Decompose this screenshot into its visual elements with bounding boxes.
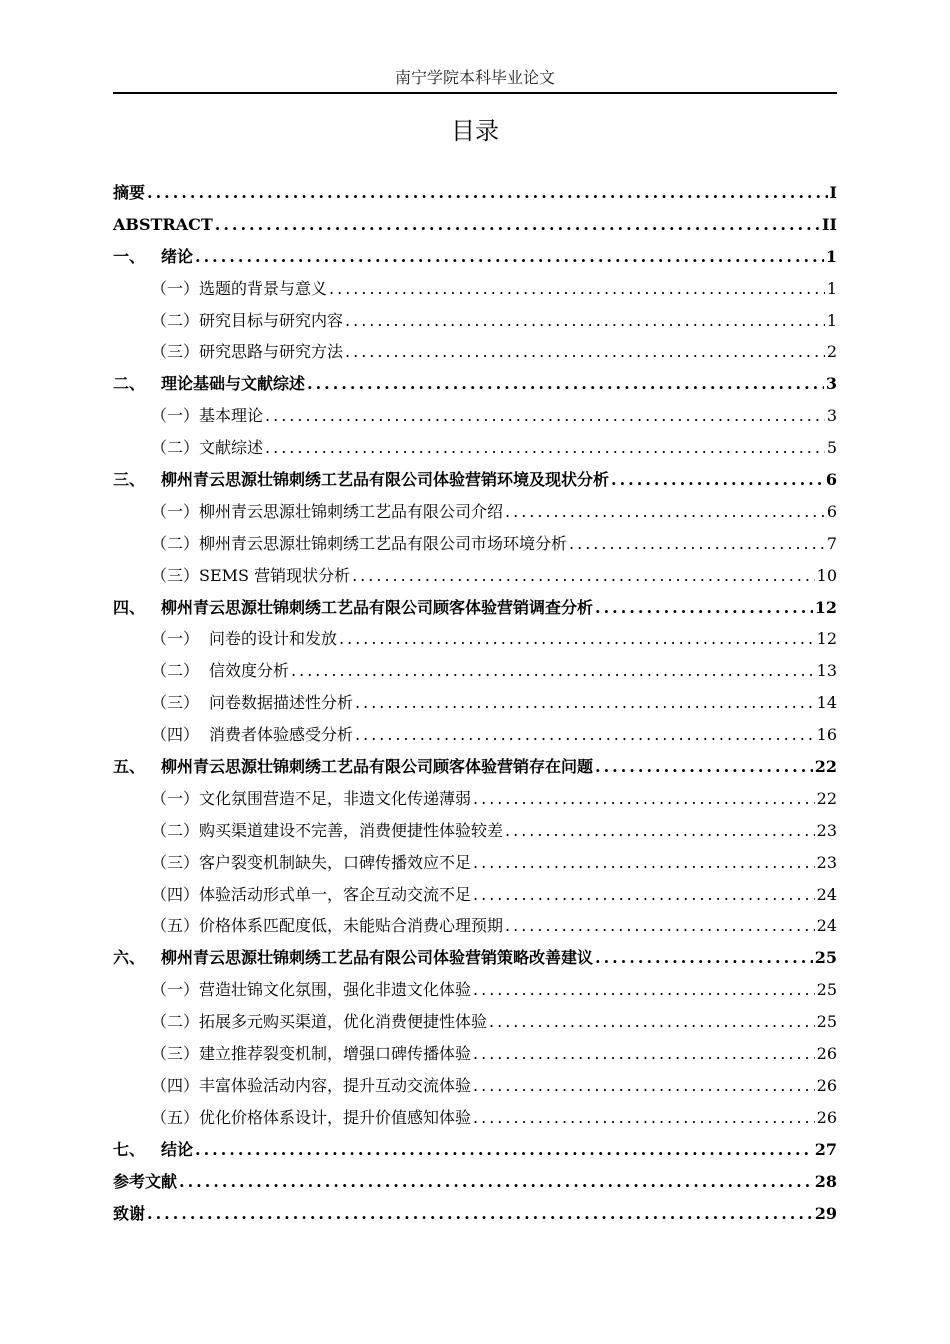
toc-entry[interactable] [113,336,837,368]
toc-entry-label: 营造壮锦文化氛围，强化非遗文化体验 [199,980,472,1000]
toc-dot-leader [473,1038,815,1070]
toc-entry-number: （三） [151,565,200,585]
toc-entry-number: （一） [151,788,200,808]
toc-entry-label: 结论 [161,1139,194,1159]
toc-dot-leader [473,974,815,1006]
toc-entry[interactable] [113,623,837,655]
toc-entry-page-number: 1 [826,310,837,330]
toc-entry[interactable] [113,783,837,815]
toc-entry-page-number: 23 [816,852,837,872]
toc-entry-label: 问卷数据描述性分析 [209,693,354,713]
toc-entry-page-number: 10 [816,565,837,585]
toc-entry-label: 选题的背景与意义 [199,278,328,298]
toc-entry-page-number: 22 [814,757,837,777]
toc-entry-page-number: 14 [816,693,837,713]
toc-entry[interactable] [113,1198,837,1230]
toc-entry-number: （五） [151,916,200,936]
toc-entry-label: 柳州青云思源壮锦刺绣工艺品有限公司体验营销策略改善建议 [161,948,594,968]
toc-entry-label: 丰富体验活动内容，提升互动交流体验 [199,1075,472,1095]
toc-entry[interactable] [113,209,837,241]
toc-entry-number: 四、 [113,597,146,617]
toc-dot-leader [179,1166,813,1198]
toc-dot-leader [473,1070,815,1102]
toc-dot-leader [215,209,820,241]
toc-entry-page-number: 25 [816,1012,837,1032]
toc-dot-leader [265,400,825,432]
toc-entry[interactable] [113,719,837,751]
toc-entry-number: （三） [151,342,200,362]
toc-entry[interactable] [113,655,837,687]
toc-dot-leader [345,336,825,368]
toc-entry-label: 柳州青云思源壮锦刺绣工艺品有限公司市场环境分析 [199,533,568,553]
toc-entry-page-number: 6 [826,501,837,521]
toc-entry-page-number: II [822,214,837,234]
toc-entry-page-number: 12 [814,597,837,617]
toc-entry-label: 消费者体验感受分析 [209,725,354,745]
toc-dot-leader [595,942,813,974]
toc-entry-label: 研究目标与研究内容 [199,310,344,330]
toc-entry[interactable] [113,1102,837,1134]
toc-entry-label: 基本理论 [199,406,264,426]
toc-entry-number: （三） [151,852,200,872]
toc-entry-number: （一） [151,278,200,298]
toc-entry-label: 参考文献 [113,1171,178,1191]
toc-entry-number: （二） [151,310,200,330]
toc-entry-number: （五） [151,1107,200,1127]
toc-entry-page-number: 12 [816,629,837,649]
toc-entry-page-number: 1 [826,278,837,298]
toc-entry[interactable] [113,815,837,847]
toc-entry-page-number: 7 [826,533,837,553]
toc-entry-label: 柳州青云思源壮锦刺绣工艺品有限公司介绍 [199,501,504,521]
toc-entry-label: 优化价格体系设计，提升价值感知体验 [199,1107,472,1127]
toc-dot-leader [329,273,825,305]
toc-entry-page-number: I [829,183,837,202]
toc-dot-leader [505,910,815,942]
toc-entry-page-number: 25 [814,948,837,968]
toc-entry-number: 一、 [113,246,146,266]
toc-entry-page-number: 24 [816,884,837,904]
toc-entry-label: 柳州青云思源壮锦刺绣工艺品有限公司顾客体验营销存在问题 [161,757,594,777]
toc-entry[interactable] [113,464,837,496]
toc-dot-leader [611,464,824,496]
toc-dot-leader [147,177,828,209]
toc-entry[interactable] [113,942,837,974]
toc-dot-leader [489,1006,815,1038]
toc-dot-leader [265,432,825,464]
toc-entry-label: 理论基础与文献综述 [161,374,306,394]
toc-dot-leader [195,241,824,273]
toc-entry-number: （一） [151,980,200,1000]
toc-entry-label: 绪论 [161,246,194,266]
toc-dot-leader [473,783,815,815]
toc-entry-label: 柳州青云思源壮锦刺绣工艺品有限公司体验营销环境及现状分析 [161,470,610,490]
toc-title: 目录 [451,117,499,145]
toc-entry-number: （一） [151,501,200,521]
toc-dot-leader [595,751,813,783]
toc-entry-label: 摘要 [113,183,146,202]
toc-entry[interactable] [113,241,837,273]
toc-entry-number: 五、 [113,757,146,777]
toc-entry-label: 柳州青云思源壮锦刺绣工艺品有限公司顾客体验营销调查分析 [161,597,594,617]
toc-entry-label: 价格体系匹配度低，未能贴合消费心理预期 [199,916,504,936]
toc-entry-page-number: 24 [816,916,837,936]
toc-entry[interactable] [113,528,837,560]
toc-dot-leader [595,592,813,624]
toc-entry-number: （二） [151,438,200,458]
toc-dot-leader [355,687,815,719]
toc-entry[interactable] [113,1134,837,1166]
toc-entry-number: 六、 [113,948,146,968]
toc-dot-leader [569,528,825,560]
toc-entry[interactable] [113,432,837,464]
toc-entry-label: 体验活动形式单一，客企互动交流不足 [199,884,472,904]
toc-entry[interactable] [113,847,837,879]
toc-entry-number: （四） [151,884,200,904]
toc-entry[interactable] [113,687,837,719]
toc-entry[interactable] [113,592,837,624]
toc-entry[interactable] [113,177,837,209]
toc-entry-number: 七、 [113,1139,146,1159]
toc-dot-leader [352,560,815,592]
toc-entry-page-number: 25 [816,980,837,1000]
toc-entry-label: 建立推荐裂变机制，增强口碑传播体验 [199,1044,472,1064]
toc-entry-number: （四） [151,1075,200,1095]
toc-entry[interactable] [113,400,837,432]
toc-entry-label: 购买渠道建设不完善，消费便捷性体验较差 [199,820,504,840]
toc-entry-label: 信效度分析 [209,661,290,681]
toc-entry-page-number: 29 [814,1203,837,1223]
toc-entry-page-number: 6 [825,470,837,490]
toc-entry[interactable] [113,1038,837,1070]
toc-entry[interactable] [113,910,837,942]
toc-entry-page-number: 1 [825,246,837,266]
toc-entry-page-number: 16 [816,725,837,745]
toc-entry-page-number: 26 [816,1044,837,1064]
toc-entry-number: （一） [151,629,200,649]
toc-entry-label: 客户裂变机制缺失，口碑传播效应不足 [199,852,472,872]
toc-entry-label: 研究思路与研究方法 [199,342,344,362]
toc-dot-leader [195,1134,813,1166]
toc-entry-label: 拓展多元购买渠道，优化消费便捷性体验 [199,1012,488,1032]
toc-dot-leader [345,305,825,337]
toc-entry-page-number: 26 [816,1075,837,1095]
table-of-contents [113,177,837,1229]
toc-entry-number: （四） [151,725,200,745]
toc-dot-leader [339,623,815,655]
toc-entry[interactable] [113,1070,837,1102]
toc-entry-page-number: 27 [814,1139,837,1159]
toc-dot-leader [473,847,815,879]
toc-dot-leader [473,879,815,911]
toc-entry[interactable] [113,1166,837,1198]
running-header: 南宁学院本科毕业论文 [113,64,837,94]
toc-entry-page-number: 5 [826,438,837,458]
toc-entry[interactable] [113,496,837,528]
toc-entry[interactable] [113,305,837,337]
toc-dot-leader [505,815,815,847]
toc-entry-number: （二） [151,1012,200,1032]
toc-entry-page-number: 13 [816,661,837,681]
toc-dot-leader [355,719,815,751]
toc-entry-page-number: 3 [825,374,837,394]
toc-entry-label: 问卷的设计和发放 [209,629,338,649]
toc-entry-number: 二、 [113,374,146,394]
toc-entry-page-number: 3 [826,406,837,426]
toc-entry-label: 文献综述 [199,438,264,458]
toc-dot-leader [505,496,825,528]
toc-entry-number: （二） [151,820,200,840]
toc-entry[interactable] [113,273,837,305]
toc-entry-number: （三） [151,1044,200,1064]
toc-entry[interactable] [113,751,837,783]
toc-entry-number: 三、 [113,470,146,490]
toc-entry-number: （三） [151,693,200,713]
toc-entry-page-number: 26 [816,1107,837,1127]
toc-entry[interactable] [113,368,837,400]
toc-entry-page-number: 22 [816,788,837,808]
toc-entry-label: 致谢 [113,1203,146,1223]
toc-entry-number: （一） [151,406,200,426]
toc-entry-label: 文化氛围营造不足，非遗文化传递薄弱 [199,788,472,808]
toc-dot-leader [307,368,824,400]
toc-entry-label: SEMS 营销现状分析 [199,565,351,585]
toc-entry[interactable] [113,879,837,911]
toc-entry[interactable] [113,560,837,592]
toc-dot-leader [147,1198,813,1230]
toc-entry[interactable] [113,1006,837,1038]
toc-entry-page-number: 23 [816,820,837,840]
toc-entry-number: （二） [151,661,200,681]
toc-dot-leader [291,655,815,687]
toc-entry[interactable] [113,974,837,1006]
toc-entry-label: ABSTRACT [113,214,213,234]
toc-entry-page-number: 28 [814,1171,837,1191]
toc-entry-number: （二） [151,533,200,553]
toc-entry-page-number: 2 [826,342,837,362]
toc-dot-leader [473,1102,815,1134]
